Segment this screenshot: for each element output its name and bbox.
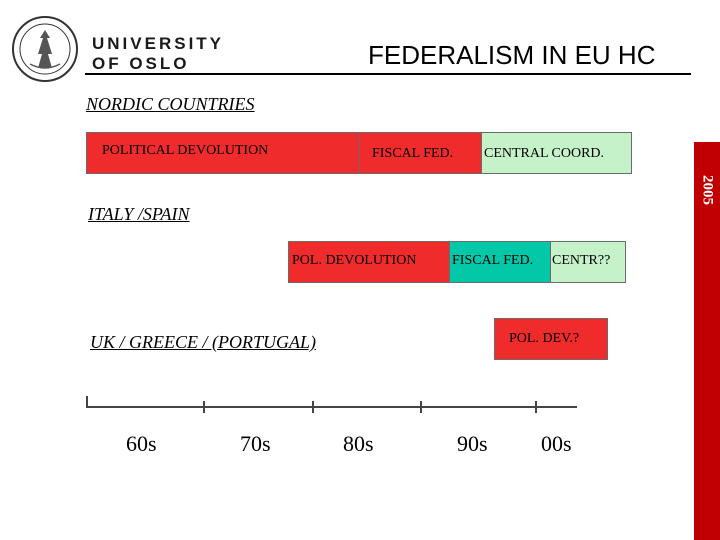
- logo-line-1: UNIVERSITY: [92, 34, 225, 53]
- sidebar-year-text: 2005: [699, 175, 716, 205]
- timeline-tick: [535, 401, 537, 413]
- timeline-tick: [203, 401, 205, 413]
- bar-italy-fiscal-fed: [449, 241, 552, 283]
- timeline-tick: [312, 401, 314, 413]
- bar-italy-pol-devolution: [288, 241, 451, 283]
- timeline-label-70s: 70s: [240, 431, 271, 456]
- bar-label: FISCAL FED.: [372, 146, 454, 161]
- timeline-label-60s: 60s: [126, 431, 157, 456]
- timeline-label-80s: 80s: [343, 431, 374, 456]
- section-label-italy-spain: ITALY /SPAIN: [88, 204, 190, 224]
- bar-label: POLITICAL DEVOLUTION: [102, 143, 269, 158]
- bar-nordic-fiscal-fed: [359, 132, 483, 174]
- bar-label: POL. DEV.?: [509, 331, 580, 346]
- slide-title: FEDERALISM IN EU HC: [368, 40, 656, 70]
- bar-uk-pol-dev: [494, 318, 608, 360]
- section-label-uk-greece-portugal: UK / GREECE / (PORTUGAL): [90, 332, 316, 352]
- university-seal-logo: [10, 14, 80, 84]
- bar-italy-centr: [550, 241, 626, 283]
- bar-nordic-central-coord: [481, 132, 632, 174]
- bar-label: POL. DEVOLUTION: [292, 253, 417, 268]
- bar-label: FISCAL FED.: [452, 253, 534, 268]
- timeline-tick: [420, 401, 422, 413]
- section-label-nordic: NORDIC COUNTRIES: [86, 94, 255, 114]
- sidebar-year-label: [694, 160, 720, 220]
- university-logo-text: [92, 34, 224, 74]
- header-divider: [85, 73, 691, 75]
- bar-label: CENTRAL COORD.: [484, 146, 605, 161]
- timeline-tick: [86, 396, 88, 408]
- timeline-axis: [86, 406, 577, 408]
- logo-line-2: OF OSLO: [92, 54, 190, 73]
- bar-nordic-political-devolution: [86, 132, 361, 174]
- timeline-label-90s: 90s: [457, 431, 488, 456]
- timeline-label-00s: 00s: [541, 431, 572, 456]
- bar-label: CENTR??: [552, 253, 611, 268]
